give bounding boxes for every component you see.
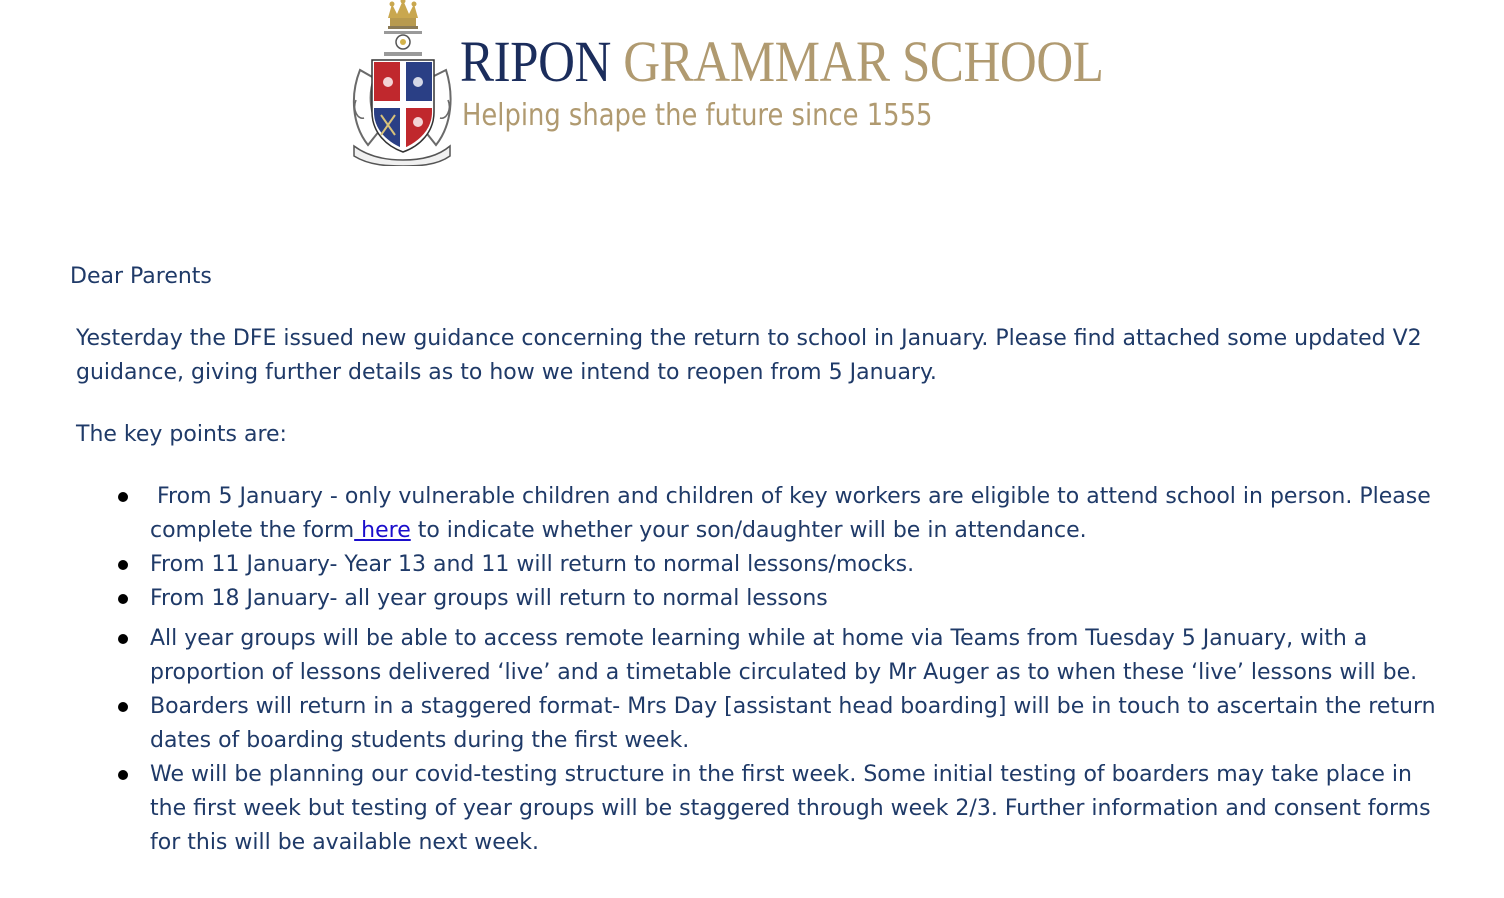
list-item bbox=[70, 480, 1440, 548]
school-name-part2: GRAMMAR SCHOOL bbox=[623, 29, 1104, 94]
bullet-icon bbox=[118, 702, 128, 712]
school-header bbox=[350, 0, 1104, 170]
list-item-text: All year groups will be able to access remote learning while at home via Teams from Tuesday 5 January, with a proportion of lessons delivered ‘live’ and a timetable circulated by Mr Auger as to when these ‘live’ lessons will be. bbox=[150, 626, 1418, 685]
point-1-text-before-link: From 5 January - only vulnerable children and children of key workers are eligible to attend school in person. Please complete the form bbox=[150, 484, 1431, 543]
bullet-icon bbox=[118, 594, 128, 604]
bullet-icon bbox=[118, 770, 128, 780]
list-item-text: Boarders will return in a staggered format- Mrs Day [assistant head boarding] will be in touch to ascertain the return dates of boarding students during the first week. bbox=[150, 694, 1436, 753]
school-name-part1: RIPON bbox=[460, 29, 611, 94]
list-item bbox=[70, 582, 1440, 616]
list-item-text bbox=[150, 484, 1431, 543]
intro-paragraph: Yesterday the DFE issued new guidance concerning the return to school in January. Please find attached some updated V2 guidance, giving further details as to how we intend to reopen from 5 January. bbox=[76, 326, 1422, 385]
list-item bbox=[70, 690, 1440, 758]
point-1-text-after-link: to indicate whether your son/daughter will be in attendance. bbox=[410, 518, 1087, 543]
letter-body bbox=[70, 260, 1440, 860]
list-item-text: From 18 January- all year groups will return to normal lessons bbox=[150, 586, 828, 611]
school-crest-logo bbox=[350, 0, 454, 166]
key-points-list bbox=[70, 480, 1440, 860]
bullet-icon bbox=[118, 492, 128, 502]
school-name bbox=[460, 30, 1103, 94]
list-item-text: From 11 January- Year 13 and 11 will return to normal lessons/mocks. bbox=[150, 552, 915, 577]
list-item bbox=[70, 758, 1440, 860]
list-item bbox=[70, 622, 1440, 690]
bullet-icon bbox=[118, 634, 128, 644]
form-link[interactable]: here bbox=[354, 518, 411, 543]
salutation: Dear Parents bbox=[70, 264, 212, 289]
school-tagline: Helping shape the future since 1555 bbox=[462, 98, 933, 133]
key-points-heading: The key points are: bbox=[76, 422, 287, 447]
list-item-text: We will be planning our covid-testing structure in the first week. Some initial testing of boarders may take place in the first week but testing of year groups will be staggered through week 2/3. Further information and consent forms for this will be available next week. bbox=[150, 762, 1431, 855]
bullet-icon bbox=[118, 560, 128, 570]
list-item bbox=[70, 548, 1440, 582]
